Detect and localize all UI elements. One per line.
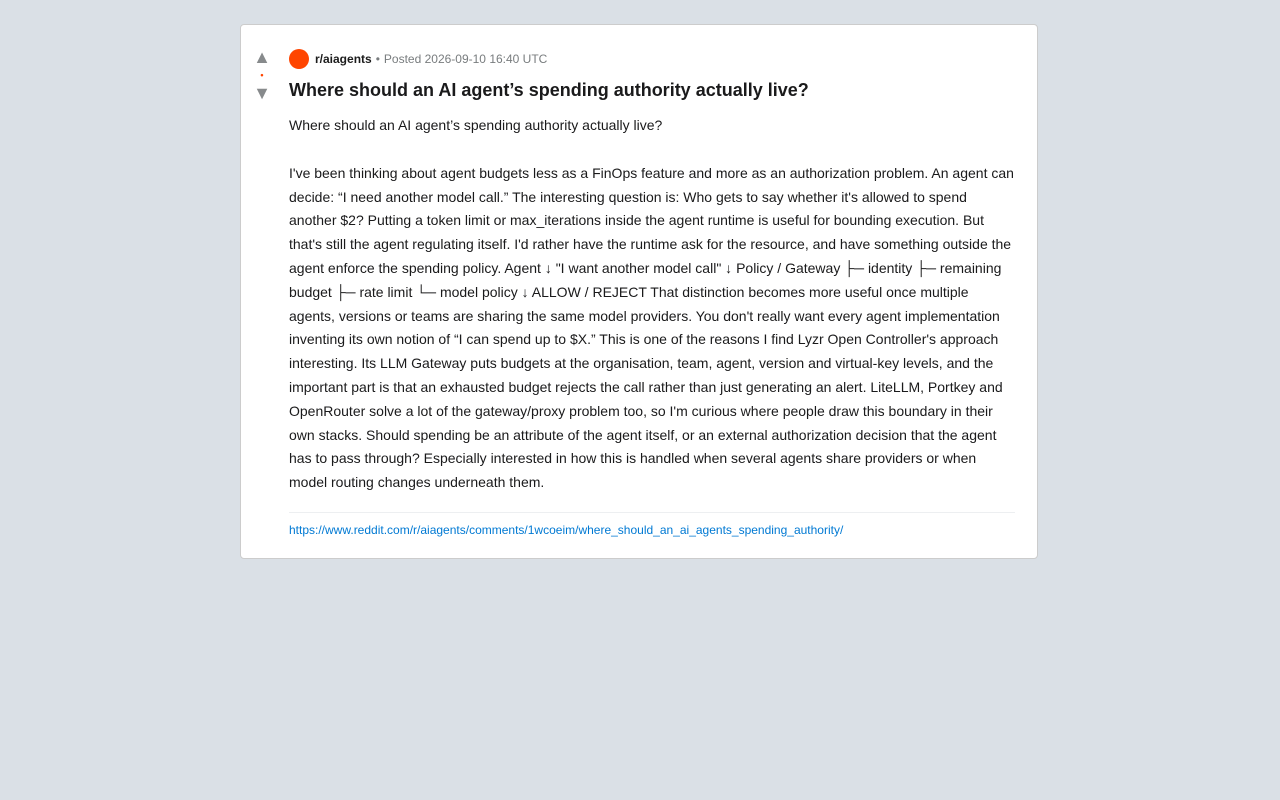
downvote-icon[interactable]: ▼ [253, 83, 271, 103]
post-title: Where should an AI agent’s spending authority actually live? [289, 80, 809, 100]
post-permalink[interactable]: https://www.reddit.com/r/aiagents/comments/1wcoeim/where_should_an_ai_agents_spending_authority/ [289, 522, 844, 537]
post-body [289, 114, 1015, 495]
vote-score: • [260, 70, 264, 80]
post-body-lead: Where should an AI agent’s spending authority actually live? [289, 117, 663, 133]
post-meta [289, 48, 1015, 70]
upvote-icon[interactable]: ▲ [253, 47, 271, 67]
post-content [289, 48, 1015, 538]
vote-column [251, 47, 273, 103]
subreddit-icon[interactable] [289, 49, 309, 69]
meta-separator: • [375, 52, 380, 66]
subreddit-name[interactable]: r/aiagents [315, 52, 372, 66]
posted-timestamp: Posted 2026-09-10 16:40 UTC [383, 52, 548, 66]
post-body-text: I've been thinking about agent budgets less as a FinOps feature and more as an authorization problem. An agent can decide: “I need another model call.” The interesting question is: Who gets to say whether it's allowed to spend another $2? Putting a token limit or max_iterations inside the agent runtime is useful for bounding execution. But that's still the agent regulating itself. I'd rather have the runtime ask for the resource, and have something outside the agent enforce the spending policy. Agent ↓ "I want another model call" ↓ Policy / Gateway ├─ identity ├─ remaining budget ├─ rate limit └─ model policy ↓ ALLOW / REJECT That distinction becomes more useful once multiple agents, versions or teams are sharing the same model providers. You don't really want every agent implementation inventing its own notion of “I can spend up to $X.” This is one of the reasons I find Lyzr Open Controller's approach interesting. Its LLM Gateway puts budgets at the organisation, team, agent, version and virtual-key levels, and the important part is that an exhausted budget rejects the call rather than just generating an alert. LiteLLM, Portkey and OpenRouter solve a lot of the gateway/proxy problem too, so I'm curious where people draw this boundary in their own stacks. Should spending be an attribute of the agent itself, or an external authorization decision that the agent has to pass through? Especially interested in how this is handled when several agents share providers or when model routing changes underneath them. [289, 164, 1014, 491]
divider [289, 512, 1015, 513]
post-card [240, 24, 1038, 559]
